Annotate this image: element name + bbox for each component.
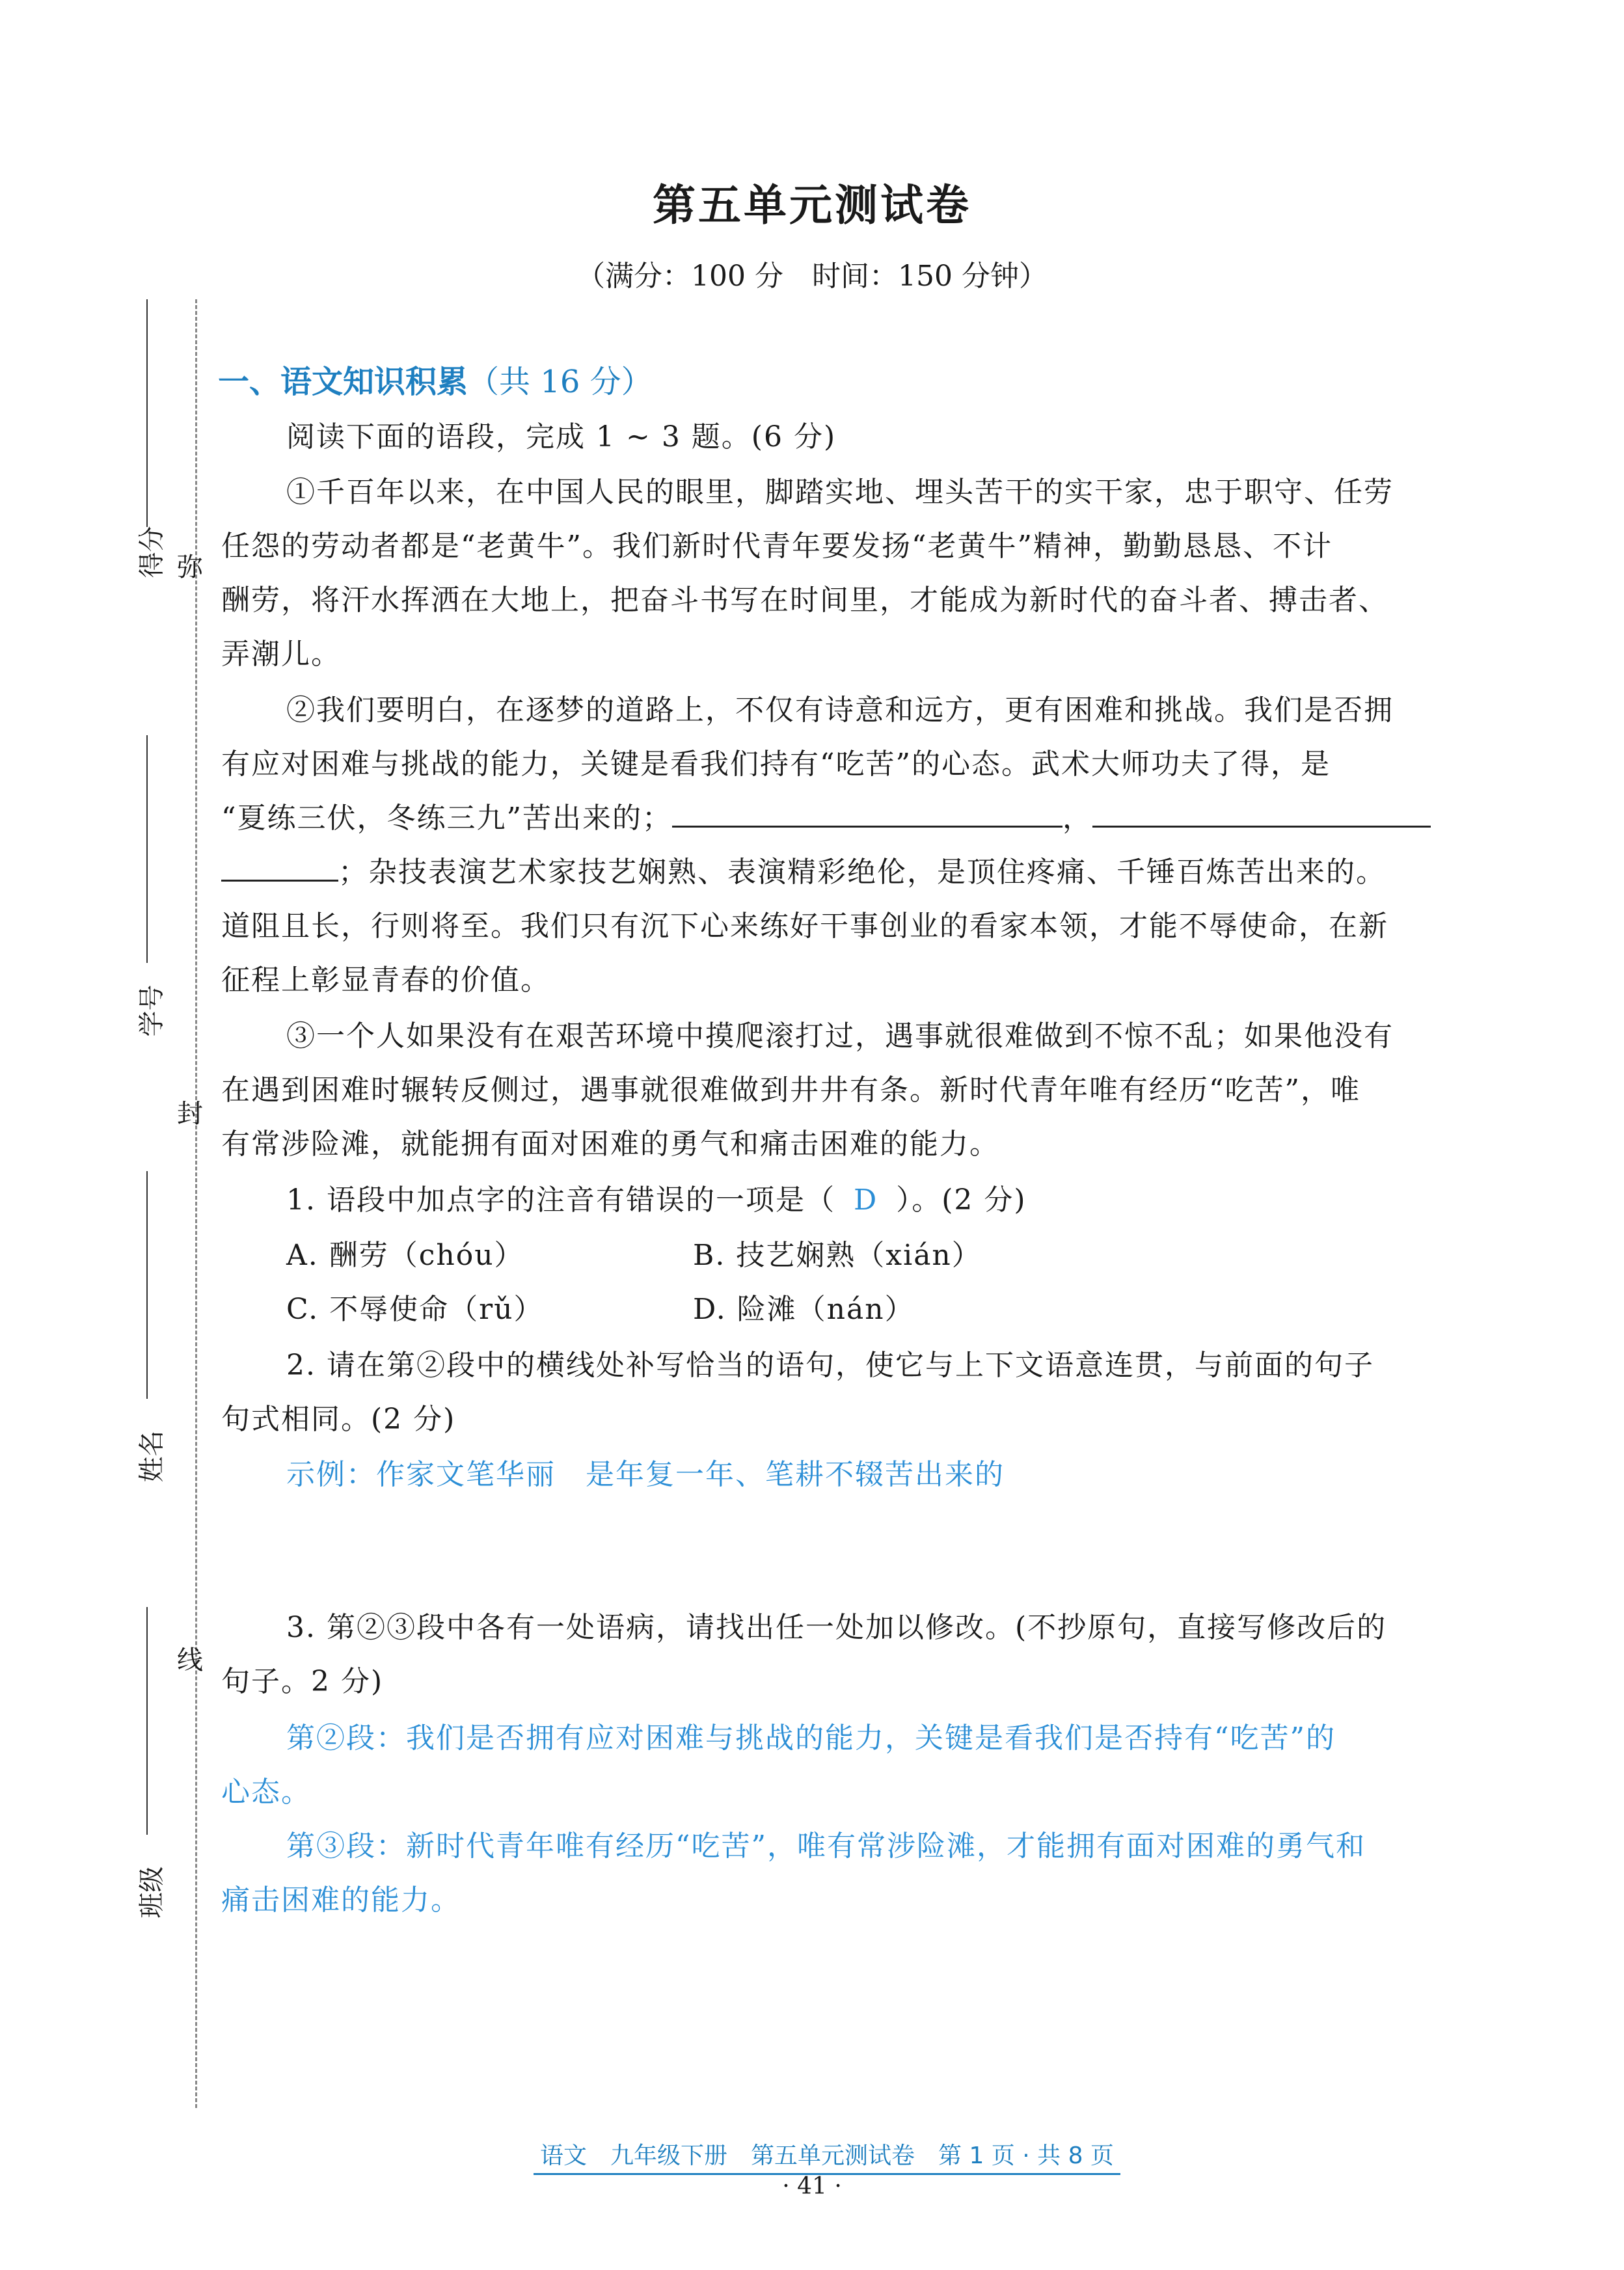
name-field-line: [146, 1171, 148, 1399]
seal-char-feng: 封: [177, 1099, 203, 1129]
student-id-field-line: [146, 735, 148, 963]
option-d: D. 险滩（nán）: [693, 1293, 915, 1326]
fill-blank-1[interactable]: [672, 800, 1062, 828]
fill-blank-3[interactable]: [221, 854, 338, 882]
page-title: 第五单元测试卷: [653, 180, 971, 230]
page-number: · 41 ·: [782, 2173, 842, 2200]
page-subtitle: （满分：100 分 时间：150 分钟）: [576, 260, 1048, 293]
reading-intro: 阅读下面的语段，完成 1 ~ 3 题。(6 分): [286, 420, 837, 453]
section-heading-text: 一、语文知识积累: [218, 364, 468, 400]
question-3-stem: 3. 第②③段中各有一处语病，请找出任一处加以修改。(不抄原句，直接写修改后的: [286, 1611, 1387, 1644]
paragraph-line: 任怨的劳动者都是“老黄牛”。我们新时代青年要发扬“老黄牛”精神，勤勤恳恳、不计: [221, 530, 1333, 563]
paragraph-line: 有应对困难与挑战的能力，关键是看我们持有“吃苦”的心态。武术大师功夫了得，是: [221, 748, 1331, 781]
fill-blank-2[interactable]: [1092, 800, 1431, 828]
question-1-answer: D: [853, 1183, 878, 1217]
paragraph-line: 在遇到困难时辗转反侧过，遇事就很难做到井井有条。新时代青年唯有经历“吃苦”，唯: [221, 1074, 1360, 1107]
seal-char-xian: 线: [177, 1645, 203, 1675]
paragraph-line: 弄潮儿。: [221, 638, 341, 671]
paragraph-line: 酬劳，将汗水挥洒在大地上，把奋斗书写在时间里，才能成为新时代的奋斗者、搏击者、: [221, 584, 1388, 617]
question-2-stem: 句式相同。(2 分): [221, 1403, 456, 1436]
option-c: C. 不辱使命（rǔ）: [286, 1293, 544, 1326]
question-2-answer: 示例：作家文笔华丽 是年复一年、笔耕不辍苦出来的: [286, 1458, 1005, 1491]
question-3-stem: 句子。2 分): [221, 1665, 384, 1698]
question-3-answer-line: 心态。: [221, 1776, 311, 1809]
class-field-line: [146, 1607, 148, 1835]
paragraph-line: “夏练三伏，冬练三九”苦出来的； ，: [221, 794, 1431, 836]
score-field-line: [146, 299, 148, 527]
paragraph-line: ②我们要明白，在逐梦的道路上，不仅有诗意和远方，更有困难和挑战。我们是否拥: [286, 694, 1394, 727]
option-b: B. 技艺娴熟（xián）: [693, 1239, 982, 1272]
seal-char-mi: 弥: [177, 552, 203, 582]
section-heading: [218, 357, 653, 401]
option-a: A. 酬劳（chóu）: [286, 1239, 524, 1272]
question-1-points: ）。(2 分): [896, 1183, 1027, 1217]
score-label: 得分: [137, 526, 167, 578]
paragraph-line: 征程上彰显青春的价值。: [221, 964, 550, 997]
paragraph-line: [221, 848, 1386, 890]
name-label: 姓名: [137, 1430, 167, 1483]
paragraph-line: ③一个人如果没有在艰苦环境中摸爬滚打过，遇事就很难做到不惊不乱；如果他没有: [286, 1020, 1394, 1053]
paragraph-line: 有常涉险滩，就能拥有面对困难的勇气和痛击困难的能力。: [221, 1128, 999, 1161]
question-3-answer-line: 第③段：新时代青年唯有经历“吃苦”，唯有常涉险滩，才能拥有面对困难的勇气和: [286, 1830, 1366, 1863]
footer-info: 语文 九年级下册 第五单元测试卷 第 1 页 · 共 8 页: [534, 2137, 1120, 2175]
paragraph-line: ①千百年以来，在中国人民的眼里，脚踏实地、埋头苦干的实干家，忠于职守、任劳: [286, 476, 1394, 509]
class-label: 班级: [137, 1866, 167, 1919]
question-2-stem: 2. 请在第②段中的横线处补写恰当的语句，使它与上下文语意连贯，与前面的句子: [286, 1349, 1374, 1382]
paragraph-text: ；杂技表演艺术家技艺娴熟、表演精彩绝伦，是顶住疼痛、千锤百炼苦出来的。: [338, 856, 1386, 889]
question-3-answer-line: 第②段：我们是否拥有应对困难与挑战的能力，关键是看我们是否持有“吃苦”的: [286, 1722, 1336, 1755]
question-1-stem: [286, 1176, 1027, 1218]
paragraph-text: “夏练三伏，冬练三九”苦出来的；: [221, 802, 672, 835]
question-1-text: 1. 语段中加点字的注音有错误的一项是（: [286, 1183, 835, 1217]
section-points: （共 16 分）: [468, 364, 653, 400]
question-3-answer-line: 痛击困难的能力。: [221, 1884, 461, 1917]
paragraph-line: 道阻且长，行则将至。我们只有沉下心来练好干事创业的看家本领，才能不辱使命，在新: [221, 910, 1388, 943]
student-id-label: 学号: [137, 984, 167, 1037]
